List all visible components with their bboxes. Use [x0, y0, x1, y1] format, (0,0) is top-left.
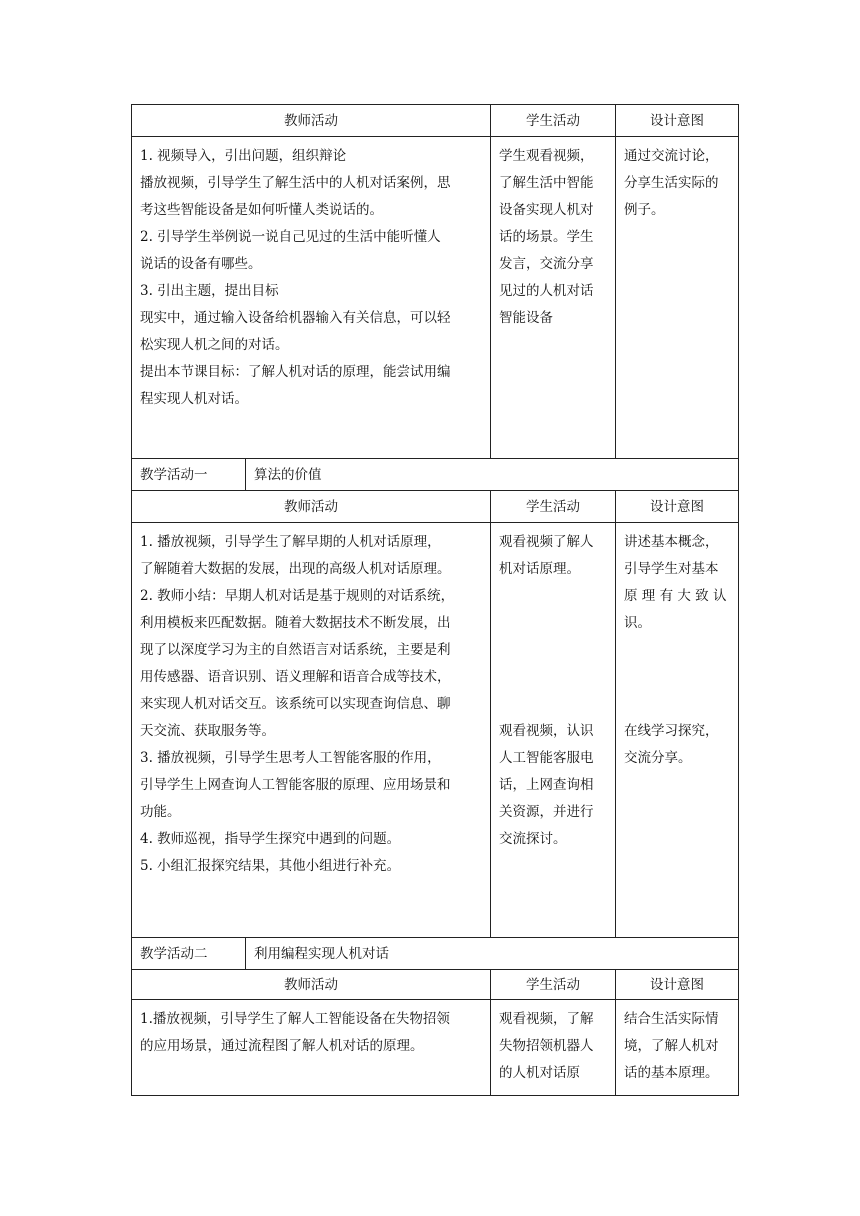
spacer	[624, 664, 730, 691]
intro-teacher-line: 3. 引出主题，提出目标	[140, 283, 279, 299]
activity2-teacher-line: 的应用场景，通过流程图了解人机对话的原理。	[140, 1038, 424, 1054]
activity1-teacher-line: 2. 教师小结：早期人机对话是基于规则的对话系统，	[140, 588, 455, 604]
intro-student-line: 智能设备	[499, 310, 553, 326]
header-row	[132, 491, 739, 523]
activity2-student-line: 的人机对话原	[499, 1065, 580, 1081]
activity1-student-line: 关资源，并进行	[499, 804, 594, 820]
intro-student-line: 设备实现人机对	[499, 202, 594, 218]
activity1-teacher-line: 4. 教师巡视，指导学生探究中遇到的问题。	[140, 831, 401, 847]
intro-student-line: 了解生活中智能	[499, 175, 594, 191]
spacer	[499, 583, 607, 610]
student-activity-header: 学生活动	[491, 970, 616, 1000]
design-intent-header: 设计意图	[616, 491, 739, 523]
spacer	[499, 691, 607, 718]
intro-student-line: 见过的人机对话	[499, 283, 594, 299]
student-activity-header: 学生活动	[491, 105, 616, 137]
activity2-design-line: 境，了解人机对	[624, 1038, 719, 1054]
design-intent-header: 设计意图	[616, 105, 739, 137]
intro-design-line: 通过交流讨论，	[624, 148, 719, 164]
intro-teacher-line: 松实现人机之间的对话。	[140, 337, 289, 353]
activity2-content-row	[132, 1000, 739, 1096]
spacer	[499, 664, 607, 691]
activity2-design-cell	[616, 1000, 739, 1096]
intro-design-line: 分享生活实际的	[624, 175, 719, 191]
activity1-teacher-line: 3. 播放视频，引导学生思考人工智能客服的作用，	[140, 750, 441, 766]
spacer	[624, 691, 730, 718]
spacer	[499, 610, 607, 637]
activity1-teacher-line: 引导学生上网查询人工智能客服的原理、应用场景和	[140, 777, 451, 793]
activity1-teacher-cell	[132, 523, 491, 938]
activity1-teacher-line: 用传感器、语音识别、语义理解和语音合成等技术，	[140, 669, 451, 685]
intro-teacher-line: 播放视频，引导学生了解生活中的人机对话案例，思	[140, 175, 451, 191]
activity1-student-line: 机对话原理。	[499, 561, 580, 577]
intro-teacher-line: 提出本节课目标：了解人机对话的原理，能尝试用编	[140, 364, 451, 380]
activity2-section-row	[132, 938, 739, 970]
intro-student-line: 学生观看视频，	[499, 148, 594, 164]
activity1-design-line: 在线学习探究，	[624, 723, 719, 739]
intro-teacher-line: 程实现人机对话。	[140, 391, 248, 407]
teacher-activity-header: 教师活动	[132, 491, 491, 523]
activity2-design-line: 结合生活实际情	[624, 1011, 719, 1027]
activity2-teacher-line: 1.播放视频，引导学生了解人工智能设备在失物招领	[140, 1011, 450, 1027]
activity1-teacher-line: 功能。	[140, 804, 181, 820]
intro-student-line: 话的场景。学生	[499, 229, 594, 245]
design-intent-header: 设计意图	[616, 970, 739, 1000]
activity1-design-line: 识。	[624, 615, 651, 631]
intro-teacher-cell	[132, 137, 491, 459]
teacher-activity-header: 教师活动	[132, 105, 491, 137]
spacer	[499, 637, 607, 664]
header-row	[132, 970, 739, 1000]
activity1-title: 算法的价值	[246, 459, 739, 491]
activity1-content-row	[132, 523, 739, 938]
activity1-student-line: 话，上网查询相	[499, 777, 594, 793]
intro-row	[132, 137, 739, 459]
activity1-teacher-line: 现了以深度学习为主的自然语言对话系统，主要是利	[140, 642, 451, 658]
activity1-section-row	[132, 459, 739, 491]
activity2-student-cell	[491, 1000, 616, 1096]
activity1-design-line: 交流分享。	[624, 750, 692, 766]
activity1-teacher-line: 1. 播放视频，引导学生了解早期的人机对话原理，	[140, 534, 441, 550]
activity1-design-line: 原 理 有 大 致 认	[624, 588, 727, 604]
intro-design-cell	[616, 137, 739, 459]
intro-teacher-line: 1. 视频导入，引出问题，组织辩论	[140, 148, 347, 164]
spacer	[624, 637, 730, 664]
intro-student-cell	[491, 137, 616, 459]
activity1-label: 教学活动一	[132, 459, 246, 491]
intro-teacher-line: 现实中，通过输入设备给机器输入有关信息，可以轻	[140, 310, 451, 326]
teacher-activity-header: 教师活动	[132, 970, 491, 1000]
intro-teacher-line: 考这些智能设备是如何听懂人类说话的。	[140, 202, 383, 218]
activity1-student-cell	[491, 523, 616, 938]
activity2-label: 教学活动二	[132, 938, 246, 970]
intro-teacher-line: 说话的设备有哪些。	[140, 256, 262, 272]
activity1-teacher-line: 利用模板来匹配数据。随着大数据技术不断发展，出	[140, 615, 451, 631]
activity1-design-cell	[616, 523, 739, 938]
activity1-teacher-line: 5. 小组汇报探究结果，其他小组进行补充。	[140, 858, 401, 874]
student-activity-header: 学生活动	[491, 491, 616, 523]
header-row	[132, 105, 739, 137]
activity1-student-line: 交流探讨。	[499, 831, 567, 847]
activity1-student-line: 观看视频了解人	[499, 534, 594, 550]
lesson-plan-table	[131, 104, 739, 1096]
activity2-teacher-cell	[132, 1000, 491, 1096]
activity2-title: 利用编程实现人机对话	[246, 938, 739, 970]
activity1-teacher-line: 来实现人机对话交互。该系统可以实现查询信息、聊	[140, 696, 451, 712]
activity1-design-line: 引导学生对基本	[624, 561, 719, 577]
intro-student-line: 发言，交流分享	[499, 256, 594, 272]
activity2-design-line: 话的基本原理。	[624, 1065, 719, 1081]
activity1-student-line: 观看视频，认识	[499, 723, 594, 739]
intro-design-line: 例子。	[624, 202, 665, 218]
activity2-student-line: 失物招领机器人	[499, 1038, 594, 1054]
intro-teacher-line: 2. 引导学生举例说一说自己见过的生活中能听懂人	[140, 229, 441, 245]
activity2-student-line: 观看视频，了解	[499, 1011, 594, 1027]
activity1-teacher-line: 了解随着大数据的发展，出现的高级人机对话原理。	[140, 561, 451, 577]
activity1-design-line: 讲述基本概念，	[624, 534, 719, 550]
activity1-student-line: 人工智能客服电	[499, 750, 594, 766]
activity1-teacher-line: 天交流、获取服务等。	[140, 723, 275, 739]
